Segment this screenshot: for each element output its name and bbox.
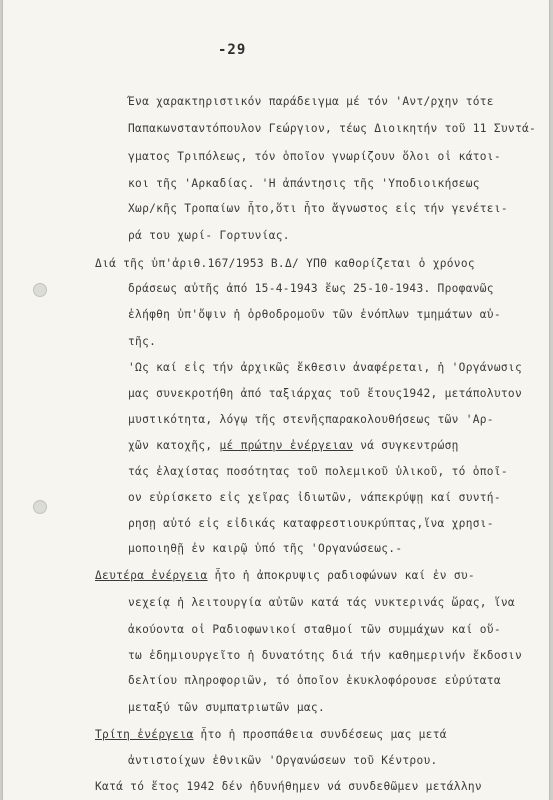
text-line: ἐλήφθη ὑπ'ὄψιν ἡ ὁρθοδρομοῦν τῶν ἐνόπλων τμημάτων αὐ- [128,308,501,321]
text-line: Χωρ/κῆς Τροπαίων ἦτο,ὅτι ἦτο ἄγνωστος εἰς τήν γενέτει- [128,202,508,215]
text-line: κοι τῆς 'Αρκαδίας. 'Η ἀπάντησις τῆς 'Υποδιοικήσεως [128,177,480,190]
page-number: -29 [218,42,247,58]
text-line: Διά τῆς ὑπ'ἀριθ.167/1953 Β.Δ/ ΥΠΘ καθορίζεται ὁ χρόνος [95,257,475,270]
text-line: γματος Τριπόλεως, τόν ὁποῖον γνωρίζουν ὅλοι οἱ κάτοι- [128,150,501,163]
underlined-phrase: Δευτέρα ἐνέργεια [95,569,208,582]
document-page [3,0,549,800]
text-line: 'Ως καί εἰς τήν ἀρχικῶς ἔκθεσιν ἀναφέρεται, ἡ 'Οργάνωσις [128,361,522,374]
text-line: τάς ἐλαχίστας ποσότητας τοῦ πολεμικοῦ ὑλικοῦ, τό ὁποῖ- [128,465,508,478]
punch-hole [33,283,47,297]
underlined-phrase: Τρίτη ἐνέργεια [95,728,194,741]
text-line: δράσεως αὐτῆς ἀπό 15-4-1943 ἕως 25-10-1943. Προφανῶς [128,282,494,295]
text-line: χῶν κατοχῆς, μέ πρώτην ἐνέργειαν νά συγκεντρώσῃ [128,439,459,452]
text-line: μυστικότητα, λόγῳ τῆς στενῆςπαρακολουθήσεως τῶν 'Αρ- [128,413,494,426]
text-line: Παπακωνσταντόπουλον Γεώργιον, τέως Διοικητήν τοῦ 11 Συντά- [128,122,537,135]
text-line: μοποιηθῇ ἐν καιρῷ ὑπό τῆς 'Οργανώσεως.- [128,542,403,555]
text-line: τω ἐδημιουργεῖτο ἡ δυνατότης διά τήν καθημερινήν ἔκδοσιν [128,649,522,662]
text-line: Τρίτη ἐνέργεια ἦτο ἡ προσπάθεια συνδέσεως μας μετά [95,728,447,741]
text-line: ἀντιστοίχων ἐθνικῶν 'Οργανώσεων τοῦ Κέντρου. [128,754,438,767]
punch-hole [33,500,47,514]
text-line: νεχείᾳ ἡ λειτουργία αὐτῶν κατά τάς νυκτερινάς ὥρας, ἵνα [128,596,515,609]
text-line: ἀκούοντα οἱ Ραδιοφωνικοί σταθμοί τῶν συμμάχων καί οὕ- [128,623,501,636]
underlined-phrase: μέ πρώτην ἐνέργειαν [219,439,354,452]
text-line: Κατά τό ἔτος 1942 δέν ἠδυνήθημεν νά συνδεθῶμεν μετάλλην [95,780,482,793]
text-line: Ένα χαρακτηριστικόν παράδειγμα μέ τόν 'Αντ/ρχην τότε [128,95,494,108]
text-line: ον εὑρίσκετο εἰς χεῖρας ἰδιωτῶν, νάπεκρύψῃ καί συντή- [128,491,501,504]
text-line: μας συνεκροτήθη ἀπό ταξιάρχας τοῦ ἔτους1942, μετάπολυτον [128,387,522,400]
text-line: ρησῃ αὐτό εἰς εἰδικάς καταφρεστιουκρύπτας,ἵνα χρησι- [128,517,494,530]
text-line: Δευτέρα ἐνέργεια ἦτο ἡ ἀποκρυψις ραδιοφώνων καί ἐν συ- [95,569,475,582]
text-line: τῆς. [128,335,157,348]
text-line: δελτίου πληροφοριῶν, τό ὁποῖον ἐκυκλοφόρουσε εὐρύτατα [128,674,501,687]
text-line: ρά του χωρί- Γορτυνίας. [128,229,290,242]
text-line: μεταξύ τῶν συμπατριωτῶν μας. [128,701,325,714]
